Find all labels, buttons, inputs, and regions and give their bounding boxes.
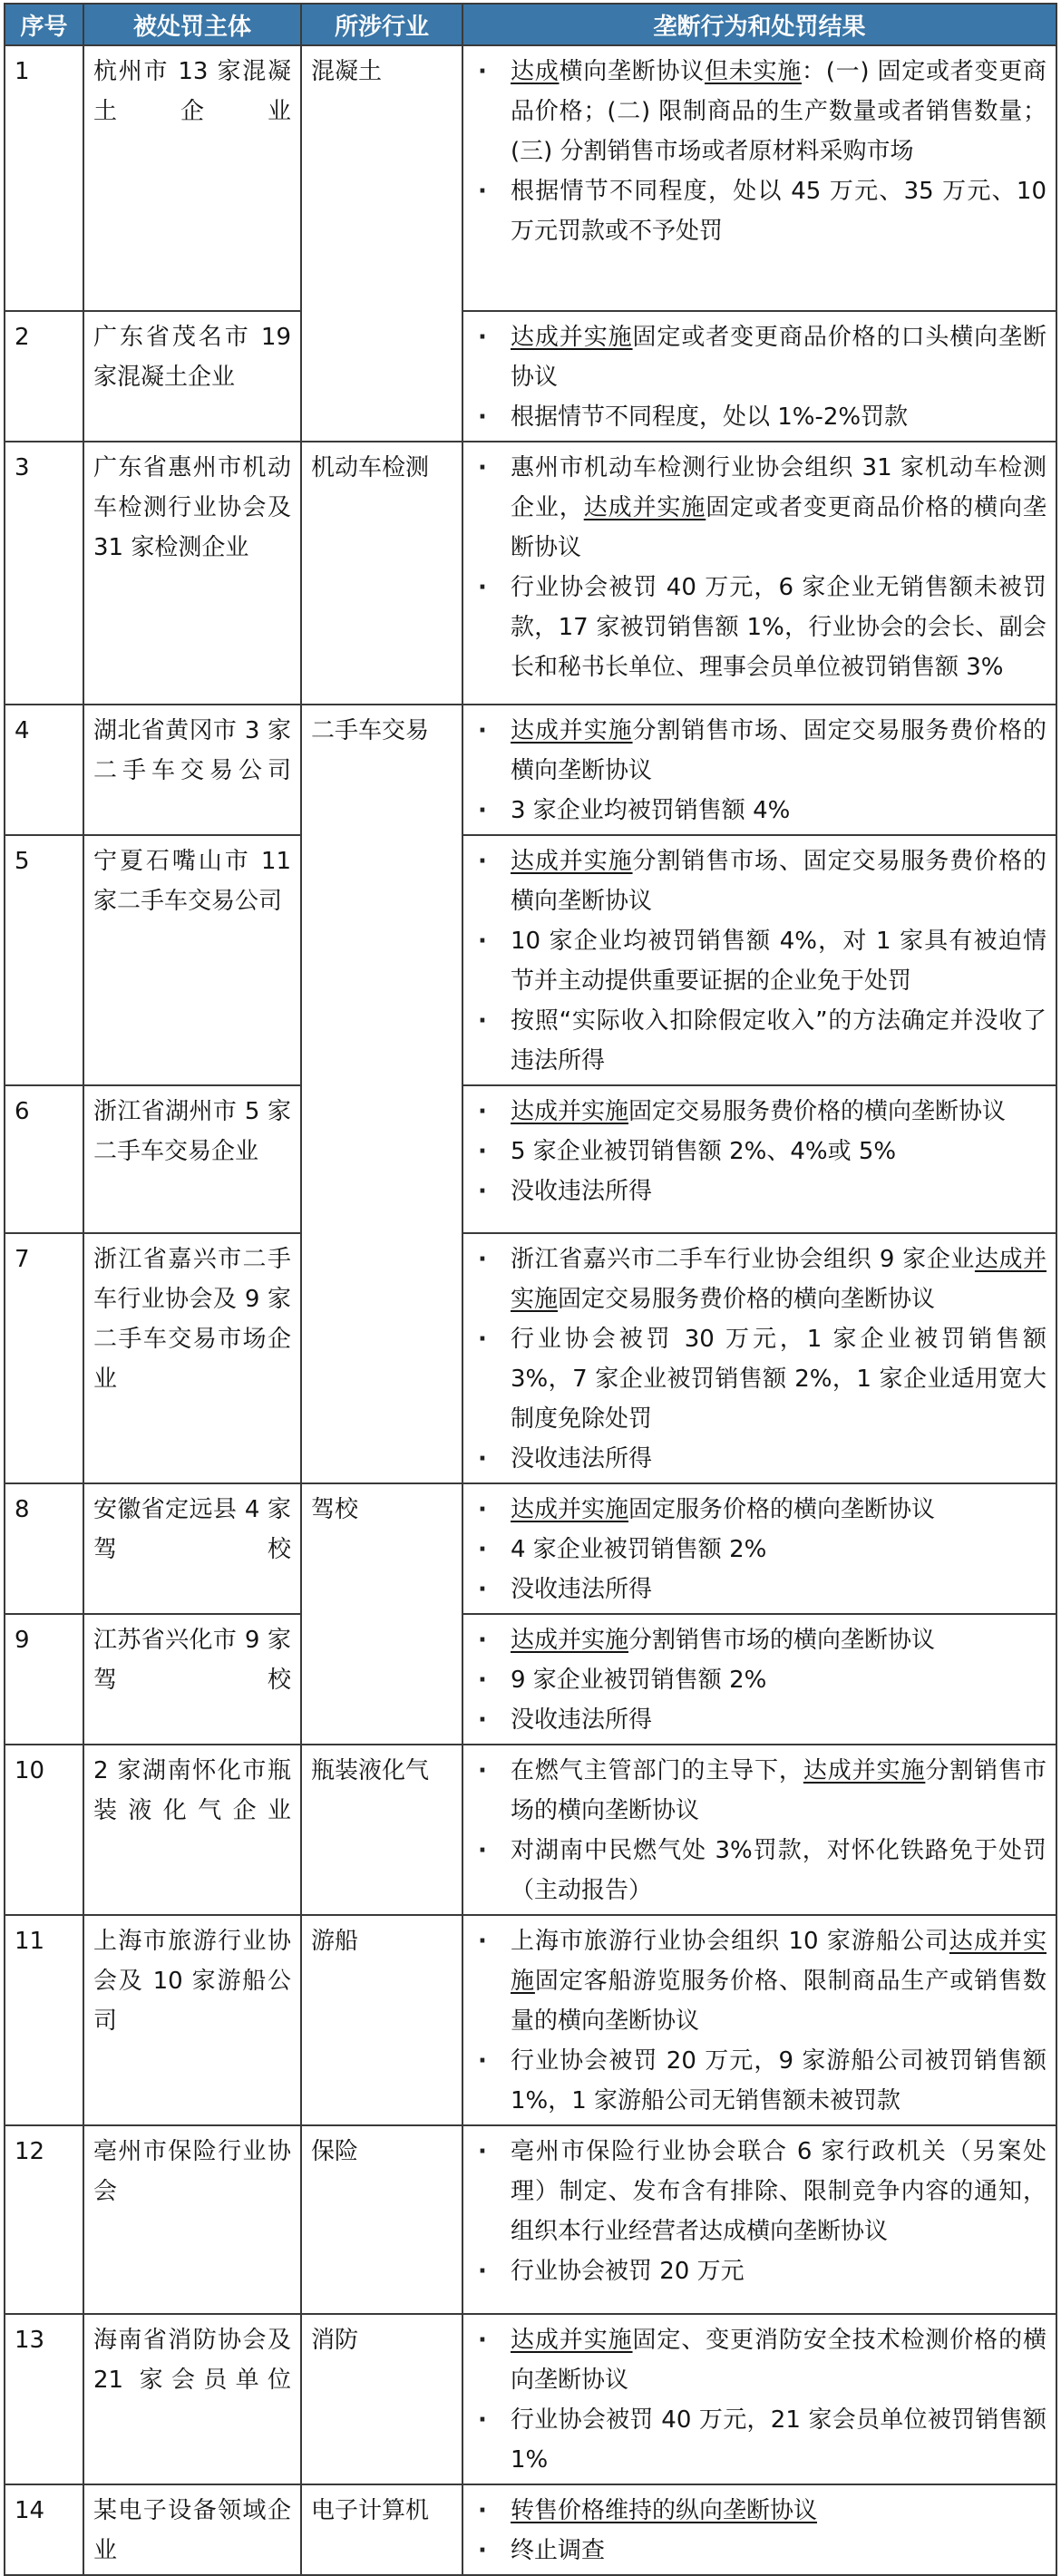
header-index: 序号: [5, 4, 83, 45]
row-subject: 上海市旅游行业协会及 10 家游船公司: [83, 1915, 301, 2125]
row-result: [462, 2125, 1056, 2314]
item-text: 没收违法所得: [511, 1178, 653, 1205]
item-text: 固定服务价格的横向垄断协议: [628, 1496, 936, 1523]
item-text: 根据情节不同程度，处以 1%-2%罚款: [511, 403, 909, 431]
row-result: [462, 311, 1056, 442]
underlined-text: 达成并实施: [511, 848, 633, 875]
result-item: [472, 1239, 1046, 1319]
row-index: 11: [5, 1915, 83, 2125]
row-index: 10: [5, 1745, 83, 1915]
row-index: 14: [5, 2484, 83, 2575]
result-item: [472, 2531, 1046, 2571]
result-list: [472, 711, 1046, 831]
table-row: [5, 1915, 1056, 2125]
result-list: [472, 841, 1046, 1081]
row-subject: 2 家湖南怀化市瓶装液化气企业: [83, 1745, 301, 1915]
item-text: 固定交易服务费价格的横向垄断协议: [558, 1286, 936, 1313]
header-result: 垄断行为和处罚结果: [462, 4, 1056, 45]
row-result: [462, 835, 1056, 1085]
row-index: 6: [5, 1085, 83, 1233]
result-item: [472, 2320, 1046, 2400]
result-list: [472, 1490, 1046, 1609]
item-text: 分割销售市场、固定交易服务费价格的横向垄断协议: [511, 717, 1046, 784]
table-row: [5, 2314, 1056, 2484]
row-index: 9: [5, 1614, 83, 1745]
item-text: 没收违法所得: [511, 1706, 653, 1734]
result-item: [472, 568, 1046, 687]
item-text: ：(一) 固定或者变更商品价格；(二) 限制商品的生产数量或者销售数量；(三) 分割销售市场或者原材料采购市场: [511, 58, 1046, 165]
table-row: [5, 2484, 1056, 2575]
row-industry: 游船: [301, 1915, 462, 2125]
item-text: 行业协会被罚 30 万元，1 家企业被罚销售额 3%，7 家企业被罚销售额 2%，1 家企业适用宽大制度免除处罚: [511, 1326, 1046, 1433]
result-item: [472, 1660, 1046, 1700]
result-item: [472, 1831, 1046, 1910]
result-list: [472, 1751, 1046, 1910]
row-result: [462, 1745, 1056, 1915]
row-subject: 某电子设备领域企业: [83, 2484, 301, 2575]
item-text: 上海市旅游行业协会组织 10 家游船公司: [511, 1928, 949, 1955]
row-subject: 海南省消防协会及 21 家会员单位: [83, 2314, 301, 2484]
result-list: [472, 1239, 1046, 1479]
header-subject: 被处罚主体: [83, 4, 301, 45]
item-text: 横向垄断协议: [559, 58, 705, 85]
result-list: [472, 1620, 1046, 1740]
underlined-text: 达成并实施: [803, 1757, 926, 1784]
result-item: [472, 1490, 1046, 1530]
row-result: [462, 1614, 1056, 1745]
row-subject: 浙江省湖州市 5 家二手车交易企业: [83, 1085, 301, 1233]
item-text: 固定客船游览服务价格、限制商品生产或销售数量的横向垄断协议: [511, 1968, 1046, 2035]
row-result: [462, 2484, 1056, 2575]
item-text: 对湖南中民燃气处 3%罚款，对怀化铁路免于处罚（主动报告）: [511, 1837, 1046, 1904]
underlined-text: 达成并实施: [511, 324, 633, 351]
result-item: [472, 2251, 1046, 2291]
item-text: 分割销售市场的横向垄断协议: [511, 1757, 1046, 1824]
row-index: 13: [5, 2314, 83, 2484]
table-row: [5, 1745, 1056, 1915]
item-text: 亳州市保险行业协会联合 6 家行政机关（另案处理）制定、发布含有排除、限制竞争内容的通知，组织本行业经营者达成横向垄断协议: [511, 2138, 1046, 2245]
table-row: [5, 1233, 1056, 1483]
underlined-text: 达成并实施: [583, 494, 706, 521]
underlined-text: 达成: [511, 58, 560, 85]
result-item: [472, 1620, 1046, 1660]
result-list: [472, 2491, 1046, 2571]
row-subject: 湖北省黄冈市 3 家二手车交易公司: [83, 705, 301, 835]
result-item: [472, 2491, 1046, 2531]
result-item: [472, 171, 1046, 251]
item-text: 固定、变更消防安全技术检测价格的横向垄断协议: [511, 2327, 1046, 2394]
result-item: [472, 448, 1046, 568]
row-index: 1: [5, 45, 83, 311]
result-item: [472, 1439, 1046, 1479]
row-subject: 广东省茂名市 19 家混凝土企业: [83, 311, 301, 442]
row-result: [462, 442, 1056, 705]
result-item: [472, 317, 1046, 397]
result-item: [472, 2400, 1046, 2480]
underlined-text: 达成并实施: [511, 2327, 633, 2354]
table-body: [5, 45, 1056, 2575]
result-list: [472, 2132, 1046, 2291]
row-index: 12: [5, 2125, 83, 2314]
row-result: [462, 2314, 1056, 2484]
result-item: [472, 1700, 1046, 1740]
row-index: 2: [5, 311, 83, 442]
result-item: [472, 52, 1046, 171]
row-result: [462, 1483, 1056, 1614]
table-row: [5, 835, 1056, 1085]
item-text: 按照“实际收入扣除假定收入”的方法确定并没收了违法所得: [511, 1007, 1046, 1074]
item-text: 10 家企业均被罚销售额 4%，对 1 家具有被迫情节并主动提供重要证据的企业免于处罚: [511, 928, 1046, 995]
item-text: 分割销售市场的横向垄断协议: [628, 1627, 936, 1654]
item-text: 终止调查: [511, 2537, 606, 2564]
row-subject: 浙江省嘉兴市二手车行业协会及 9 家二手车交易市场企业: [83, 1233, 301, 1483]
result-item: [472, 1132, 1046, 1171]
result-item: [472, 397, 1046, 437]
result-item: [472, 1570, 1046, 1609]
underlined-text: 达成并实施: [511, 1246, 1046, 1313]
result-item: [472, 1092, 1046, 1132]
table-row: [5, 442, 1056, 705]
result-item: [472, 1921, 1046, 2041]
table-row: [5, 1483, 1056, 1614]
table-row: [5, 311, 1056, 442]
row-subject: 亳州市保险行业协会: [83, 2125, 301, 2314]
header-industry: 所涉行业: [301, 4, 462, 45]
row-result: [462, 1085, 1056, 1233]
row-industry: 保险: [301, 2125, 462, 2314]
result-list: [472, 2320, 1046, 2480]
item-text: 分割销售市场、固定交易服务费价格的横向垄断协议: [511, 848, 1046, 915]
result-list: [472, 52, 1046, 251]
row-industry: 消防: [301, 2314, 462, 2484]
underlined-text: 达成并实施: [511, 717, 633, 744]
item-text: 4 家企业被罚销售额 2%: [511, 1536, 767, 1563]
item-text: 固定或者变更商品价格的口头横向垄断协议: [511, 324, 1046, 391]
row-index: 3: [5, 442, 83, 705]
item-text: 在燃气主管部门的主导下，: [511, 1757, 803, 1784]
result-item: [472, 791, 1046, 831]
result-list: [472, 317, 1046, 437]
item-text: 行业协会被罚 20 万元: [511, 2258, 745, 2285]
table-row: [5, 45, 1056, 311]
item-text: 浙江省嘉兴市二手车行业协会组织 9 家企业: [511, 1246, 975, 1273]
item-text: 没收违法所得: [511, 1445, 653, 1473]
item-text: 行业协会被罚 40 万元，6 家企业无销售额未被罚款，17 家被罚销售额 1%，行业协会的会长、副会长和秘书长单位、理事会员单位被罚销售额 3%: [511, 574, 1046, 681]
row-industry: 混凝土: [301, 45, 462, 442]
item-text: 惠州市机动车检测行业协会组织 31 家机动车检测企业，: [511, 454, 1046, 521]
row-result: [462, 45, 1056, 311]
result-item: [472, 1751, 1046, 1831]
row-index: 4: [5, 705, 83, 835]
result-item: [472, 841, 1046, 921]
item-text: 根据情节不同程度，处以 45 万元、35 万元、10 万元罚款或不予处罚: [511, 178, 1046, 245]
item-text: 3 家企业均被罚销售额 4%: [511, 797, 791, 824]
item-text: 行业协会被罚 20 万元，9 家游船公司被罚销售额 1%，1 家游船公司无销售额未被罚款: [511, 2047, 1046, 2114]
result-item: [472, 1001, 1046, 1081]
result-item: [472, 2041, 1046, 2121]
result-item: [472, 711, 1046, 791]
result-item: [472, 921, 1046, 1001]
result-list: [472, 1921, 1046, 2121]
penalty-table: [4, 3, 1057, 2576]
row-industry: 二手车交易: [301, 705, 462, 1483]
row-subject: 江苏省兴化市 9 家驾校: [83, 1614, 301, 1745]
underlined-text: 但未实施: [704, 58, 802, 85]
result-item: [472, 1530, 1046, 1570]
result-item: [472, 2132, 1046, 2251]
item-text: 固定交易服务费价格的横向垄断协议: [628, 1098, 1007, 1125]
item-text: 没收违法所得: [511, 1576, 653, 1603]
result-list: [472, 448, 1046, 687]
row-industry: 电子计算机: [301, 2484, 462, 2575]
header-row: [5, 4, 1056, 45]
row-industry: 机动车检测: [301, 442, 462, 705]
item-text: 行业协会被罚 40 万元，21 家会员单位被罚销售额 1%: [511, 2406, 1046, 2474]
underlined-text: 达成并实施: [511, 1627, 629, 1654]
table-row: [5, 2125, 1056, 2314]
row-subject: 广东省惠州市机动车检测行业协会及 31 家检测企业: [83, 442, 301, 705]
row-result: [462, 705, 1056, 835]
row-result: [462, 1233, 1056, 1483]
item-text: 5 家企业被罚销售额 2%、4%或 5%: [511, 1138, 897, 1165]
item-text: 固定或者变更商品价格的横向垄断协议: [511, 494, 1046, 561]
item-text: 9 家企业被罚销售额 2%: [511, 1667, 767, 1694]
row-index: 7: [5, 1233, 83, 1483]
row-result: [462, 1915, 1056, 2125]
table-header: [5, 4, 1056, 45]
underlined-text: 达成并实施: [511, 1496, 629, 1523]
result-list: [472, 1092, 1046, 1211]
underlined-text: 达成并实施: [511, 1928, 1046, 1995]
row-industry: 瓶装液化气: [301, 1745, 462, 1915]
row-industry: 驾校: [301, 1483, 462, 1745]
row-subject: 安徽省定远县 4 家驾校: [83, 1483, 301, 1614]
result-item: [472, 1171, 1046, 1211]
row-index: 8: [5, 1483, 83, 1614]
table-row: [5, 705, 1056, 835]
table-row: [5, 1614, 1056, 1745]
row-subject: 杭州市 13 家混凝土企业: [83, 45, 301, 311]
underlined-text: 达成并实施: [511, 1098, 629, 1125]
result-item: [472, 1319, 1046, 1439]
row-index: 5: [5, 835, 83, 1085]
table-row: [5, 1085, 1056, 1233]
underlined-text: 转售价格维持的纵向垄断协议: [511, 2497, 818, 2524]
row-subject: 宁夏石嘴山市 11 家二手车交易公司: [83, 835, 301, 1085]
